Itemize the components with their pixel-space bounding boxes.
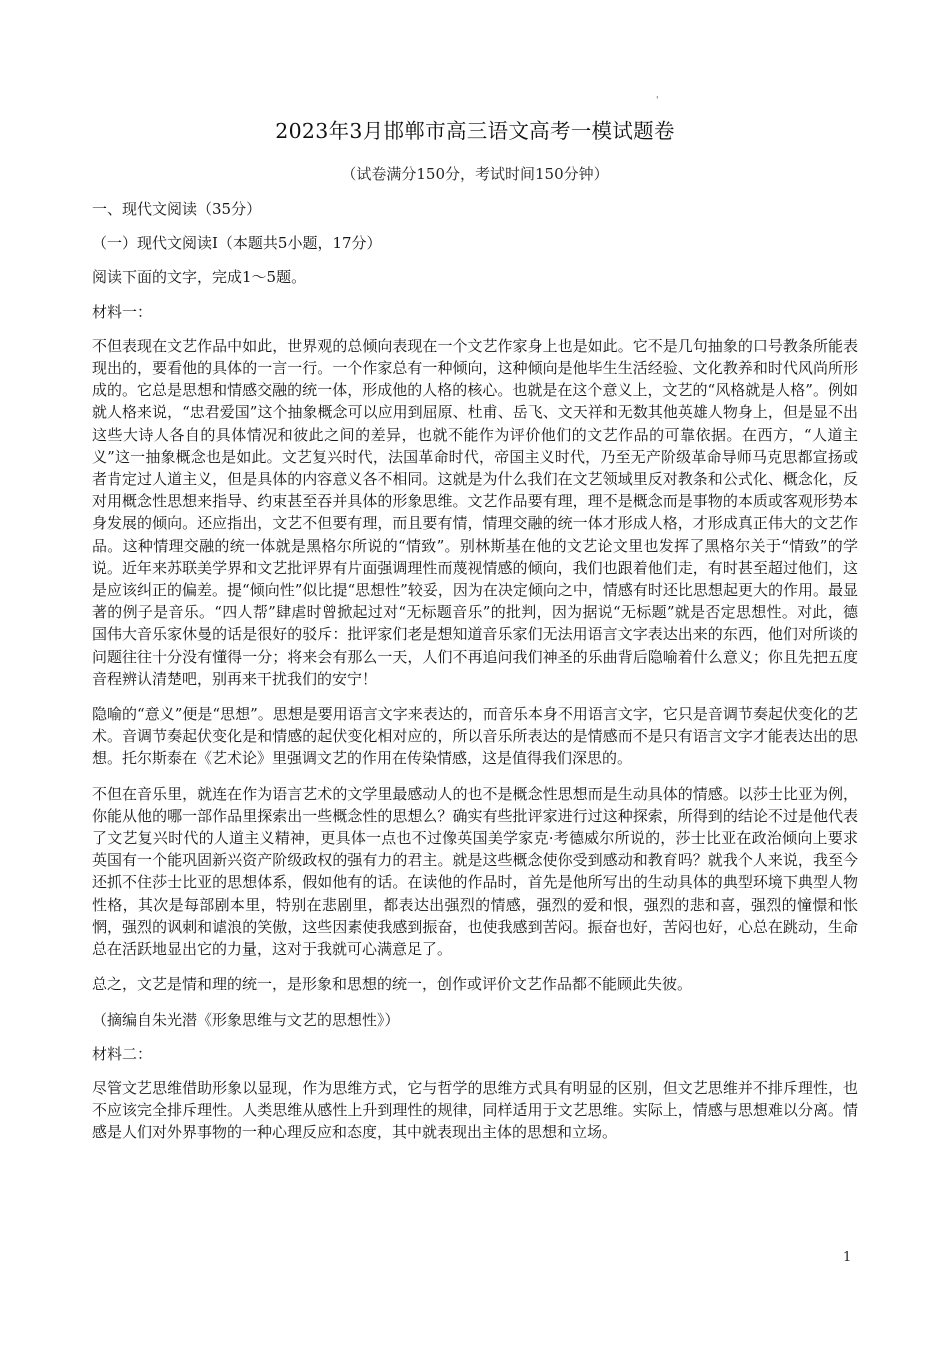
material-two-paragraph: 尽管文艺思维借助形象以显现，作为思维方式，它与哲学的思维方式具有明显的区别，但文艺思维并不排斥理性，也不应该完全排斥理性。人类思维从感性上升到理性的规律，同样适用于文艺思维。实际上，情感与思想难以分离。情感是人们对外界事物的一种心理反应和态度，其中就表现出主体的思想和立场。 (92, 1078, 858, 1142)
exam-info: （试卷满分150分，考试时间150分钟） (341, 165, 609, 183)
material-one-paragraph: 隐喻的“意义”便是“思想”。思想是要用语言文字来表达的，而音乐本身不用语言文字，它只是音调节奏起伏变化的艺术。音调节奏起伏变化是和情感的起伏变化相对应的，所以音乐所表达的是情感而不是只有语言文字才能表达出的思想。托尔斯泰在《艺术论》里强调文艺的作用在传染情感，这是值得我们深思的。 (92, 705, 858, 768)
stray-mark: ' (656, 96, 659, 106)
material-one-paragraph: 不但在音乐里，就连在作为语言艺术的文学里最感动人的也不是概念性思想而是生动具体的情感。以莎士比亚为例，你能从他的哪一部作品里探索出一些概念性的思想么？确实有些批评家进行过这种探索，所得到的结论不过是他代表了文艺复兴时代的人道主义精神，更具体一点也不过像英国美学家克·考德威尔所说的，莎士比亚在政治倾向上要求英国有一个能巩固新兴资产阶级政权的强有力的君主。就是这些概念使你受到感动和教育吗？就我个人来说，我至今还抓不住莎士比亚的思想体系，假如他有的话。在读他的作品时，首先是他所写出的生动具体的典型环境下典型人物性格，其次是每部剧本里，特别在悲剧里，都表达出强烈的情感，强烈的爱和恨，强烈的悲和喜，强烈的憧憬和怅惘，强烈的讽刺和谑浪的笑傲，这些因素使我感到振奋，也使我感到苦闷。振奋也好，苦闷也好，心总在跳动，生命总在活跃地显出它的力量，这对于我就可心满意足了。 (92, 784, 858, 959)
section-heading: 一、现代文阅读（35分） (92, 200, 262, 218)
document-body (92, 198, 858, 1157)
material-two-label: 材料二： (92, 1044, 153, 1063)
source-note: （摘编自朱光潜《形象思维与文艺的思想性》） (92, 1010, 400, 1029)
reading-instruction: 阅读下面的文字，完成1～5题。 (92, 268, 307, 287)
document-title: 2023年3月邯郸市高三语文高考一模试题卷 (275, 119, 675, 143)
page-number: 1 (843, 1250, 852, 1265)
material-one-paragraph: 总之，文艺是情和理的统一，是形象和思想的统一，创作或评价文艺作品都不能顾此失彼。 (92, 975, 693, 994)
material-one-paragraph: 不但表现在文艺作品中如此，世界观的总倾向表现在一个文艺作家身上也是如此。它不是几句抽象的口号教条所能表现出的，要看他的具体的一言一行。一个作家总有一种倾向，这种倾向是他毕生生活经验、文化教养和时代风尚所形成的。它总是思想和情感交融的统一体，形成他的人格的核心。也就是在这个意义上，文艺的“风格就是人格”。例如就人格来说，“忠君爱国”这个抽象概念可以应用到屈原、杜甫、岳飞、文天祥和无数其他英雄人物身上，但是显不出这些大诗人各自的具体情况和彼此之间的差异，也就不能作为评价他们的文艺作品的可靠依据。在西方，“人道主义”这一抽象概念也是如此。文艺复兴时代，法国革命时代，帝国主义时代，乃至无产阶级革命导师马克思都宣扬或者肯定过人道主义，但是具体的内容意义各不相同。这就是为什么我们在文艺领域里反对教条和公式化、概念化，反对用概念性思想来指导、约束甚至吞并具体的形象思维。文艺作品要有理，理不是概念而是事物的本质或客观形势本身发展的倾向。还应指出，文艺不但要有理，而且要有情，情理交融的统一体才形成人格，才形成真正伟大的文艺作品。这种情理交融的统一体就是黑格尔所说的“情致”。别林斯基在他的文艺论文里也发挥了黑格尔关于“情致”的学说。近年来苏联美学界和文艺批评界有片面强调理性而蔑视情感的倾向，我们也跟着他们走，有时甚至超过他们，这是应该纠正的偏差。提“倾向性”似比提“思想性”较妥，因为在决定倾向之中，情感有时还比思想起更大的作用。最显著的例子是音乐。“四人帮”肆虐时曾掀起过对“无标题音乐”的批判，因为据说“无标题”就是否定思想性。对此，德国伟大音乐家休曼的话是很好的驳斥：批评家们老是想知道音乐家们无法用语言文字表达出来的东西，他们对所谈的问题往往十分没有懂得一分；将来会有那么一天，人们不再追问我们神圣的乐曲背后隐喻着什么意义；你且先把五度音程辨认清楚吧，别再来干扰我们的安宁！ (92, 336, 858, 688)
subsection-heading: （一）现代文阅读Ⅰ（本题共5小题，17分） (92, 234, 382, 253)
material-one-label: 材料一： (92, 302, 153, 321)
